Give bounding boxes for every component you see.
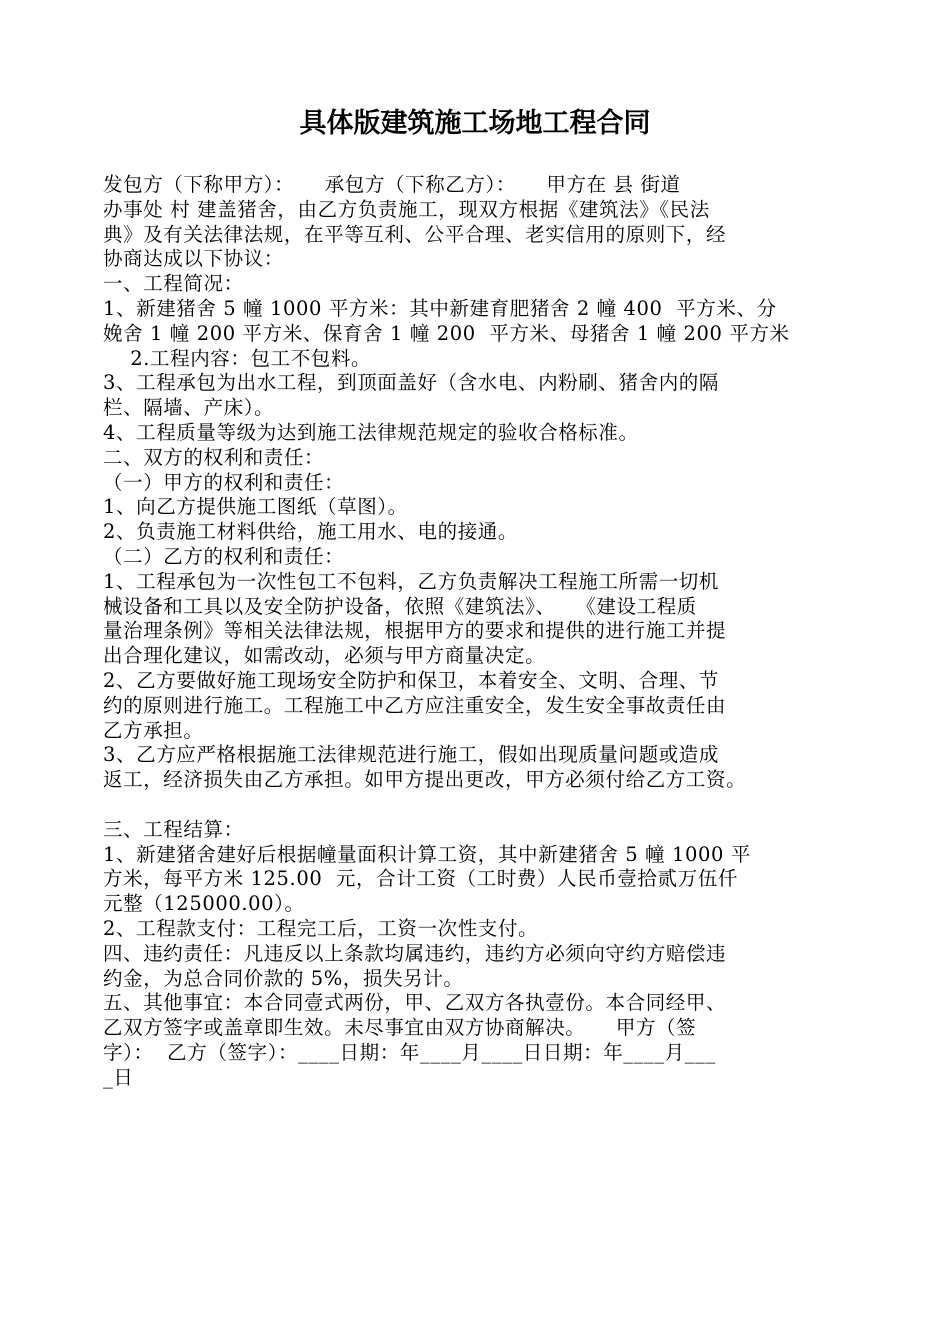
contract-line: 四、违约责任：凡违反以上条款均属违约，违约方必须向守约方赔偿违: [103, 941, 727, 965]
contract-line: 械设备和工具以及安全防护设备，依照《建筑法》、 《建设工程质: [103, 594, 697, 618]
contract-line: 1、工程承包为一次性包工不包料，乙方负责解决工程施工所需一切机: [103, 569, 720, 593]
contract-line: 3、乙方应严格根据施工法律规范进行施工，假如出现质量问题或造成: [103, 743, 720, 767]
contract-line: 2、乙方要做好施工现场安全防护和保卫，本着安全、文明、合理、节: [103, 668, 720, 692]
contract-line: 发包方（下称甲方）： 承包方（下称乙方）： 甲方在 县 街道: [103, 173, 681, 196]
contract-line: 约的原则进行施工。工程施工中乙方应注重安全，发生安全事故责任由: [103, 693, 727, 717]
contract-line: 典》及有关法律法规，在平等互利、公平合理、老实信用的原则下，经: [103, 222, 727, 246]
contract-line: 2、工程款支付：工程完工后，工资一次性支付。: [103, 916, 539, 940]
contract-line: 1、新建猪舍 5 幢 1000 平方米：其中新建育肥猪舍 2 幢 400 平方米、分: [103, 296, 777, 320]
contract-line: 返工，经济损失由乙方承担。如甲方提出更改，甲方必须付给乙方工资。: [103, 768, 747, 792]
contract-line: 2.工程内容：包工不包料。: [103, 346, 372, 370]
contract-line: 娩舍 1 幢 200 平方米、保育舍 1 幢 200 平方米、母猪舍 1 幢 200 平方米: [103, 321, 790, 345]
contract-line: 4、工程质量等级为达到施工法律规范规定的验收合格标准。: [103, 420, 639, 444]
contract-line: （一）甲方的权利和责任：: [103, 470, 345, 494]
contract-line: 乙双方签字或盖章即生效。未尽事宜由双方协商解决。 甲方（签: [103, 1016, 697, 1040]
contract-line: 3、工程承包为出水工程，到顶面盖好（含水电、内粉刷、猪舍内的隔: [103, 371, 720, 395]
contract-line: 约金，为总合同价款的 5%，损失另计。: [103, 966, 464, 990]
contract-line: 三、工程结算：: [103, 817, 244, 841]
contract-line: 乙方承担。: [103, 718, 204, 742]
contract-line: 2、负责施工材料供给，施工用水、电的接通。: [103, 520, 519, 544]
contract-line: 1、向乙方提供施工图纸（草图）。: [103, 495, 408, 519]
contract-line: 栏、隔墙、产床）。: [103, 396, 275, 420]
contract-line: 元整（125000.00）。: [103, 892, 305, 916]
contract-line: 量治理条例》等相关法律法规，根据甲方的要求和提供的进行施工并提: [103, 619, 727, 643]
contract-line: 出合理化建议，如需改动，必须与甲方商量决定。: [103, 644, 546, 668]
document-title: 具体版建筑施工场地工程合同: [299, 108, 651, 139]
contract-line: 字）： 乙方（签字）：____日期：年____月____日日期：年____月___: [103, 1040, 716, 1064]
contract-line: 五、其他事宜：本合同壹式两份，甲、乙双方各执壹份。本合同经甲、: [103, 991, 727, 1015]
contract-line: 协商达成以下协议：: [103, 247, 284, 271]
contract-line: 办事处 村 建盖猪舍，由乙方负责施工，现双方根据《建筑法》《民法: [103, 197, 710, 221]
contract-line: 方米，每平方米 125.00 元，合计工资（工时费）人民币壹拾贰万伍仟: [103, 867, 738, 891]
contract-line: 二、双方的权利和责任：: [103, 445, 325, 469]
contract-line: _日: [103, 1065, 134, 1089]
contract-line: 一、工程简况：: [103, 272, 244, 296]
contract-body: [103, 173, 855, 1090]
contract-line: 1、新建猪舍建好后根据幢量面积计算工资，其中新建猪舍 5 幢 1000 平: [103, 842, 751, 866]
contract-line: （二）乙方的权利和责任：: [103, 544, 345, 568]
contract-line: [103, 793, 855, 818]
